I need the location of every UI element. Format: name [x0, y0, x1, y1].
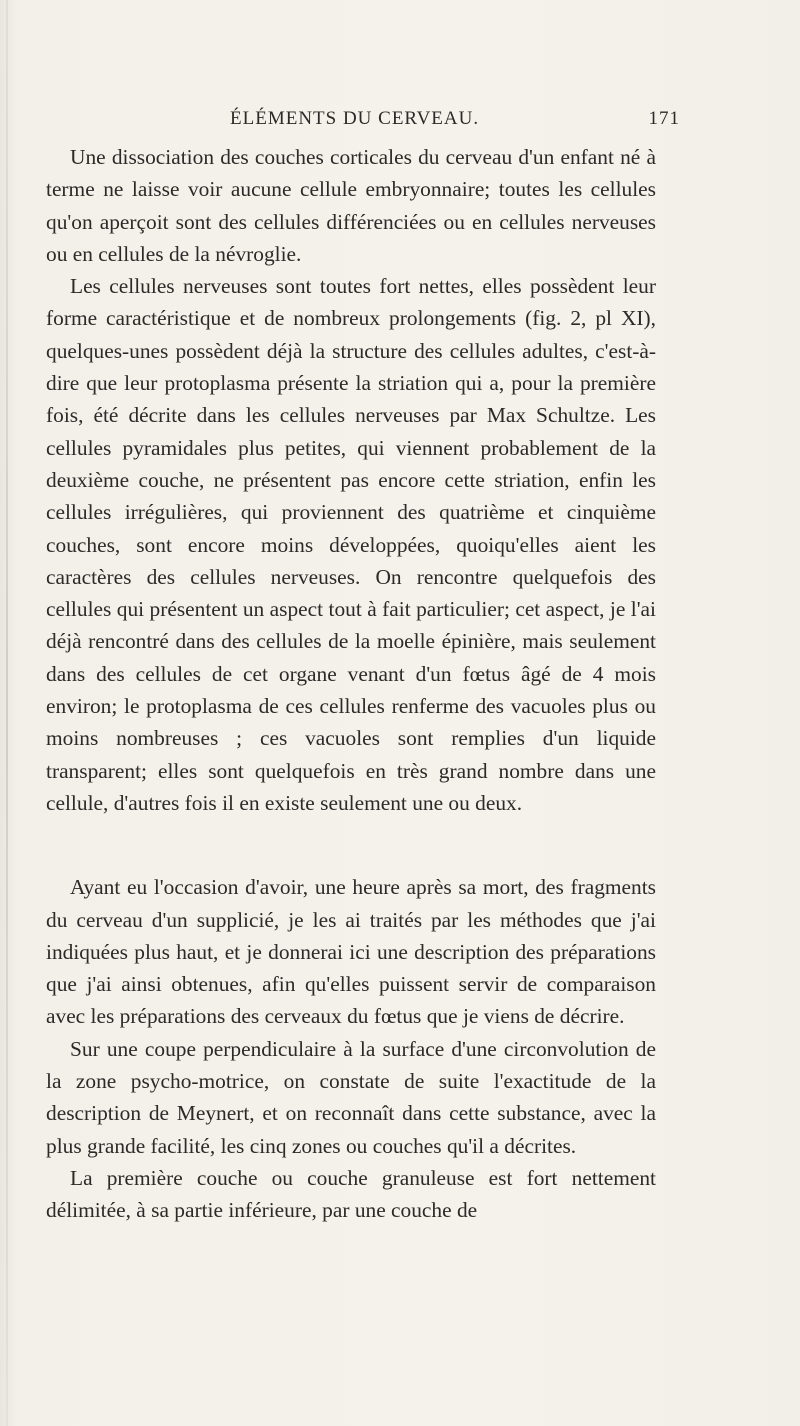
- page-number: 171: [648, 108, 680, 129]
- page-header: [230, 108, 680, 130]
- paragraph: Ayant eu l'occasion d'avoir, une heure après sa mort, des fragments du cerveau d'un supplicié, je les ai traités par les méthodes que j'ai indiquées plus haut, et je donnerai ici une description des préparations que j'ai ainsi obtenues, afin qu'elles puissent servir de comparaison avec les préparations des cerveaux du fœtus que je viens de décrire.: [46, 875, 656, 1029]
- paragraph: Les cellules nerveuses sont toutes fort nettes, elles possèdent leur forme caractéristique et de nombreux prolongements (fig. 2, pl XI), quelques-unes possèdent déjà la structure des cellules adultes, c'est-à-dire que leur protoplasma présente la striation qui a, pour la première fois, été décrite dans les cellules nerveuses par Max Schultze. Les cellules pyramidales plus petites, qui viennent probablement de la deuxième couche, ne présentent pas encore cette striation, enfin les cellules irrégulières, qui proviennent des quatrième et cinquième couches, sont encore moins développées, quoiqu'elles aient les caractères des cellules nerveuses. On rencontre quelquefois des cellules qui présentent un aspect tout à fait particulier; cet aspect, je l'ai déjà rencontré dans des cellules de la moelle épinière, mais seulement dans des cellules de cet organe venant d'un fœtus âgé de 4 mois environ; le protoplasma de ces cellules renferme des vacuoles plus ou moins nombreuses ; ces vacuoles sont remplies d'un liquide transparent; elles sont quelquefois en très grand nombre dans une cellule, d'autres fois il en existe seulement une ou deux.: [46, 274, 656, 815]
- paragraph: Sur une coupe perpendiculaire à la surface d'une circonvolution de la zone psycho-motrice, on constate de suite l'exactitude de la description de Meynert, et on reconnaît dans cette substance, avec la plus grande facilité, les cinq zones ou couches qu'il a décrites.: [46, 1036, 656, 1158]
- running-title: ÉLÉMENTS DU CERVEAU.: [230, 108, 480, 129]
- paragraph: Une dissociation des couches corticales du cerveau d'un enfant né à terme ne laisse voir aucune cellule embryonnaire; toutes les cellules qu'on aperçoit sont des cellules différenciées ou en cellules nerveuses ou en cellules de la névroglie.: [46, 145, 656, 266]
- body-text: [46, 141, 656, 1227]
- page-gutter-shadow: [6, 0, 8, 1426]
- paragraph: La première couche ou couche granuleuse est fort nettement délimitée, à sa partie inférieure, par une couche de: [46, 1165, 656, 1223]
